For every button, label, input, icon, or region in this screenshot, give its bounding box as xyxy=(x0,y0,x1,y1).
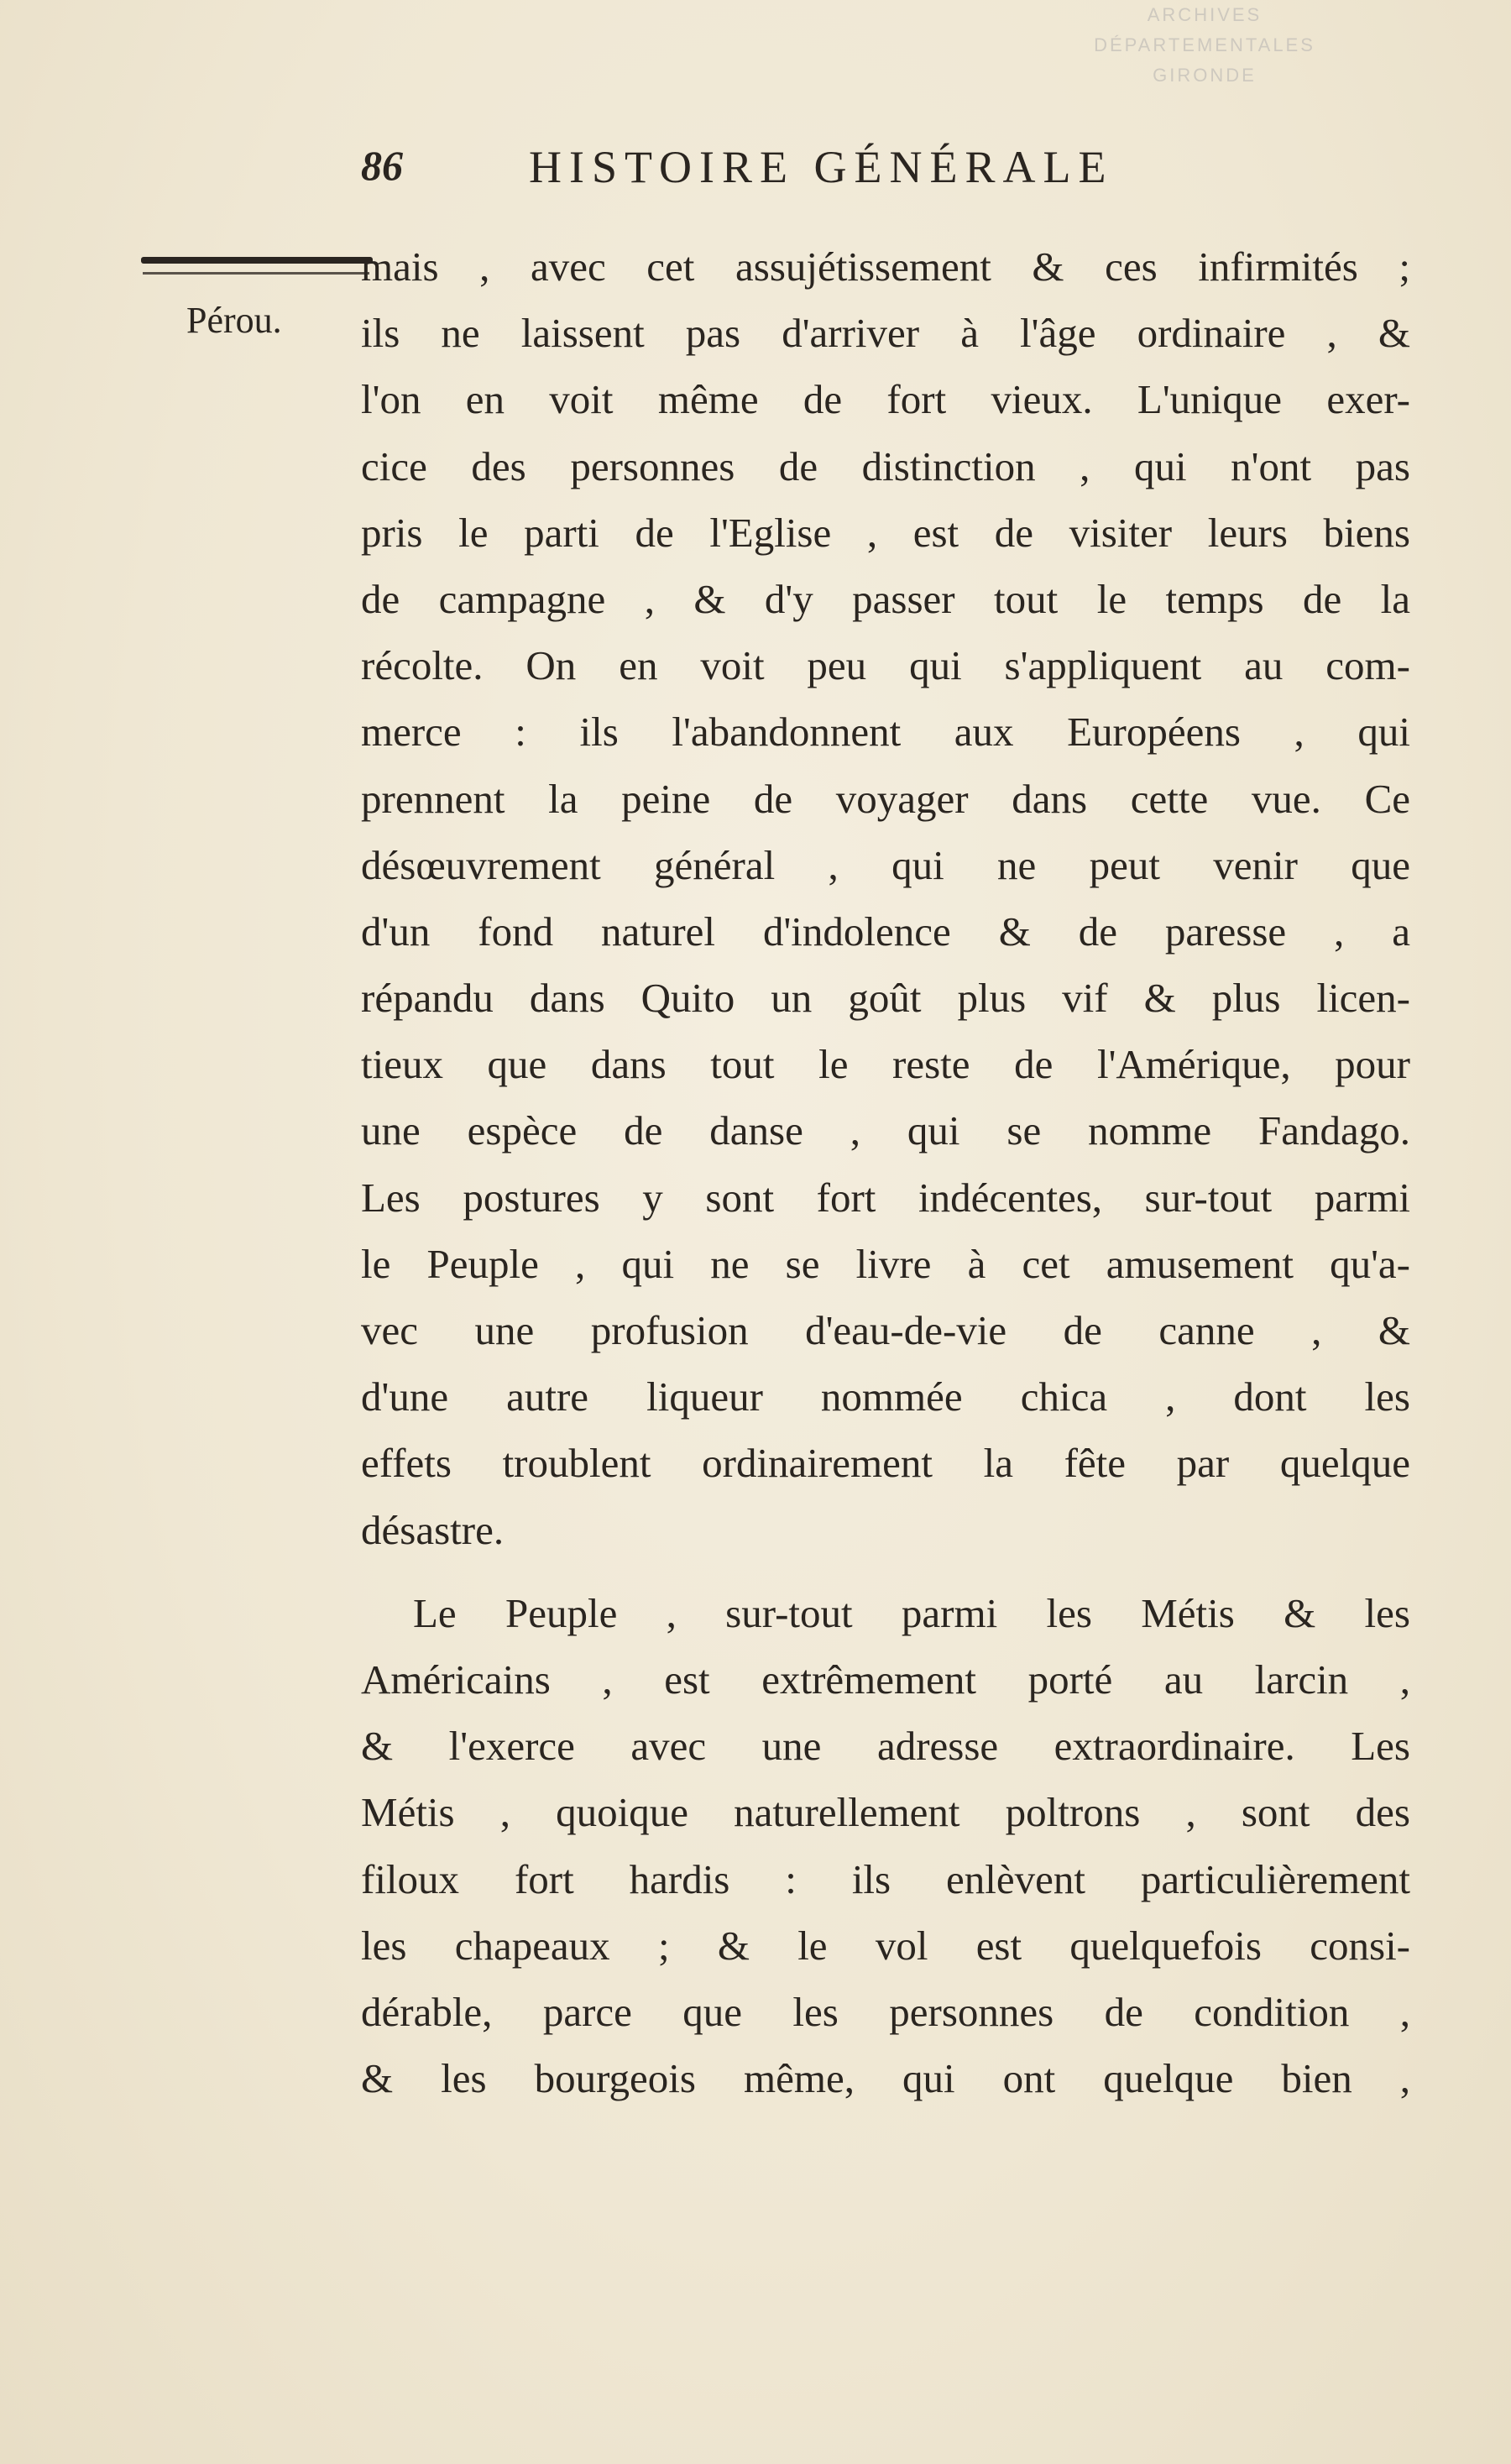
text-line: Métis , quoique naturellement poltrons , sont des xyxy=(361,1789,1410,1836)
stamp-line: DÉPARTEMENTALES xyxy=(1094,34,1315,55)
text-line: récolte. On en voit peu qui s'appliquent au com- xyxy=(361,642,1410,689)
stamp-line: ARCHIVES xyxy=(1147,4,1263,25)
paragraph-gap xyxy=(361,1563,1410,1580)
text-line: désœuvrement général , qui ne peut venir que xyxy=(361,841,1410,888)
margin-rule xyxy=(141,257,373,264)
margin-rule-thin xyxy=(143,272,369,275)
text-line: vec une profusion d'eau-de-vie de canne , & xyxy=(361,1307,1410,1353)
text-line: & l'exerce avec une adresse extraordinaire. Les xyxy=(361,1723,1410,1770)
text-line: & les bourgeois même, qui ont quelque bien , xyxy=(361,2055,1410,2102)
text-line: le Peuple , qui ne se livre à cet amusement qu'a- xyxy=(361,1240,1410,1287)
text-line: cice des personnes de distinction , qui n'ont pas xyxy=(361,442,1410,489)
text-line: Le Peuple , sur-tout parmi les Métis & les xyxy=(413,1589,1410,1636)
text-line: mais , avec cet assujétissement & ces infirmités ; xyxy=(361,243,1410,290)
text-line: filoux fort hardis : ils enlèvent particulièrement xyxy=(361,1855,1410,1902)
paragraph-2 xyxy=(361,1580,1410,2112)
text-line: pris le parti de l'Eglise , est de visiter leurs biens xyxy=(361,509,1410,556)
text-line: tieux que dans tout le reste de l'Amérique, pour xyxy=(361,1041,1410,1088)
text-line: l'on en voit même de fort vieux. L'unique exer- xyxy=(361,376,1410,423)
text-line: Américains , est extrêmement porté au larcin , xyxy=(361,1656,1410,1703)
text-line: effets troublent ordinairement la fête par quelque xyxy=(361,1440,1410,1487)
stamp-line: GIRONDE xyxy=(1153,65,1257,86)
page-header xyxy=(361,141,1268,200)
archive-stamp xyxy=(1066,0,1343,109)
text-line: les chapeaux ; & le vol est quelquefois consi- xyxy=(361,1922,1410,1969)
body-text xyxy=(361,233,1410,2111)
text-line: dérable, parce que les personnes de condition , xyxy=(361,1988,1410,2035)
text-line: désastre. xyxy=(361,1506,505,1553)
text-line: merce : ils l'abandonnent aux Européens , qui xyxy=(361,709,1410,756)
running-head: HISTOIRE GÉNÉRALE xyxy=(529,142,1114,192)
page-number: 86 xyxy=(361,142,403,189)
text-line: une espèce de danse , qui se nomme Fandago. xyxy=(361,1107,1410,1154)
text-line: répandu dans Quito un goût plus vif & plus licen- xyxy=(361,975,1410,1022)
text-line: prennent la peine de voyager dans cette vue. Ce xyxy=(361,775,1410,822)
text-line: Les postures y sont fort indécentes, sur-tout parmi xyxy=(361,1174,1410,1221)
text-line: ils ne laissent pas d'arriver à l'âge ordinaire , & xyxy=(361,310,1410,357)
text-line: d'un fond naturel d'indolence & de paresse , a xyxy=(361,908,1410,955)
text-line: d'une autre liqueur nommée chica , dont les xyxy=(361,1373,1410,1420)
margin-note: Pérou. xyxy=(186,300,282,341)
text-line: de campagne , & d'y passer tout le temps de la xyxy=(361,575,1410,622)
paragraph-1 xyxy=(361,233,1410,1563)
